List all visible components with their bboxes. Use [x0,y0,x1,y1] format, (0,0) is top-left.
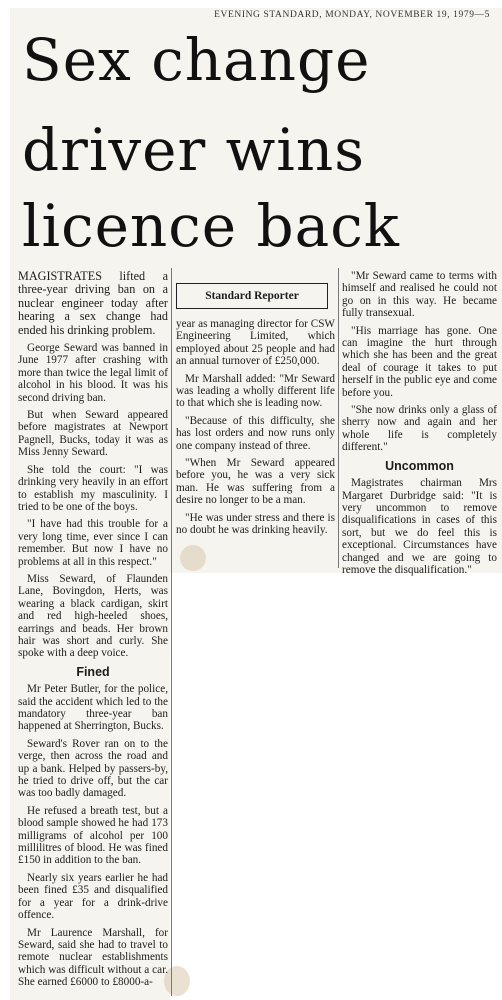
paragraph: Miss Seward, of Flaunden Lane, Bovingdon, Herts, was wearing a black cardigan, skirt and red high-heeled shoes, earrings and beads. Her brown hair was short and curly. She spoke with a deep voice. [18,572,168,660]
paragraph: "His marriage has gone. One can imagine the hurt through which she has been and the great deal of courage it takes to put herself in the public eye and come before you. [342,324,497,399]
paragraph: "Mr Seward came to terms with himself and realised he could not go on in this way. He became fully transexual. [342,270,497,320]
paragraph: Seward's Rover ran on to the verge, then across the road and up a bank. Helped by passers-by, he tried to drive off, but the car was too badly damaged. [18,737,168,800]
paragraph: Magistrates chairman Mrs Margaret Durbridge said: "It is very uncommon to remove disqualifications in cases of this sort, but we do feel this is exceptional. Circumstances have changed and we are going to remove the disqualification." [342,477,497,576]
paragraph: Mr Laurence Marshall, for Seward, said she had to travel to remote nuclear establishments which was difficult without a car. She earned £6000 to £8000-a- [18,926,168,989]
byline: Standard Reporter [176,283,328,309]
column-rule [171,268,172,996]
dateline: EVENING STANDARD, MONDAY, NOVEMBER 19, 1979—5 [214,10,490,20]
article-column-1 [18,270,168,994]
paragraph: "I have had this trouble for a very long time, ever since I can remember. But now I have no problems at all in this respect." [18,518,168,568]
paragraph: Nearly six years earlier he had been fined £35 and disqualified for a year for a drink-drive offence. [18,871,168,922]
headline-line-1: Sex change [22,26,371,94]
article-column-2 [176,318,335,542]
paragraph: "He was under stress and there is no doubt he was drinking heavily. [176,511,335,537]
paragraph: "Because of this difficulty, she has lost orders and now runs only one company instead of three. [176,414,335,452]
paragraph: She told the court: "I was drinking very heavily in an effort to establish my masculinity. I tried to be one of the boys. [18,463,168,513]
paragraph: Mr Peter Butler, for the police, said the accident which led to the mandatory three-year ban happened at Sherrington, Bucks. [18,683,168,733]
paragraph: He refused a breath test, but a blood sample showed he had 173 milligrams of alcohol per 100 millilitres of blood. He was fined £150 in addition to the ban. [18,804,168,867]
paragraph: But when Seward appeared before magistrates at Newport Pagnell, Bucks, today it was as Miss Jenny Seward. [18,409,168,459]
paragraph: MAGISTRATES lifted a three-year driving ban on a nuclear engineer today after hearing a sex change had ended his drinking problem. [18,269,168,337]
paragraph: "When Mr Seward appeared before you, he was a very sick man. He was suffering from a desire no longer to be a man. [176,457,335,507]
headline-line-2: driver wins [22,116,365,184]
paragraph: year as managing director for CSW Engineering Limited, which employed about 25 people and had an annual turnover of £250,000. [176,318,335,368]
headline-line-3: licence back [22,192,400,260]
column-rule [338,268,339,568]
paragraph: George Seward was banned in June 1977 after crashing with more than twice the legal limit of alcohol in his blood. It was his second driving ban. [18,342,168,404]
subheading-uncommon: Uncommon [385,458,454,473]
subheading-fined: Fined [76,664,110,679]
paper-stain [180,545,206,571]
paragraph: "She now drinks only a glass of sherry now and again and her whole life is completely different." [342,404,497,454]
article-column-3 [342,270,497,581]
paragraph: Mr Marshall added: "Mr Seward was leading a wholly different life to that which she is leading now. [176,372,335,410]
